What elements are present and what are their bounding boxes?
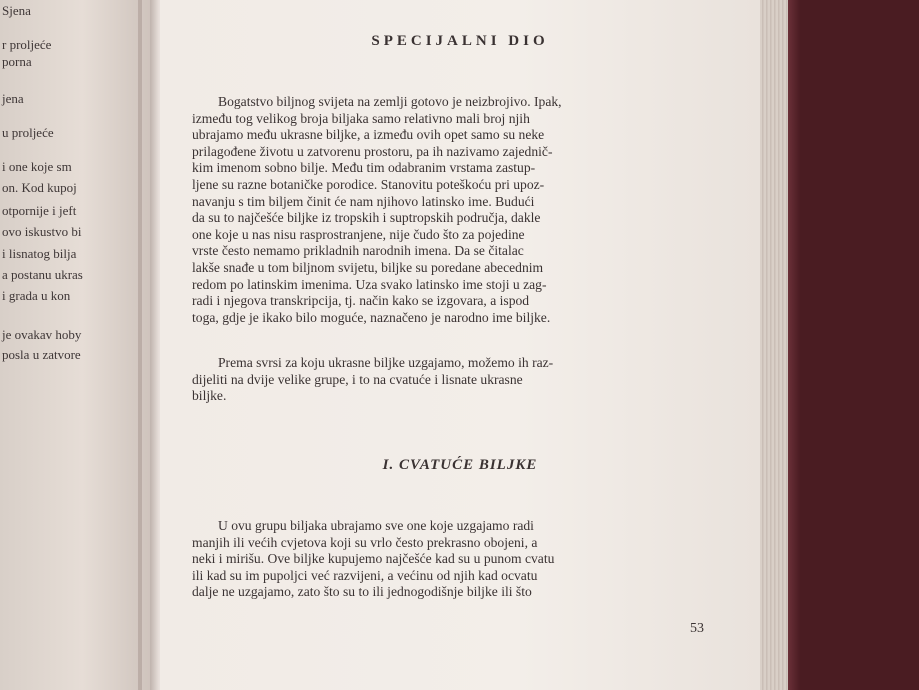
left-page bbox=[0, 0, 150, 690]
left-page-fragment: i lisnatog bilja bbox=[2, 246, 77, 261]
left-page-fragment: a postanu ukras bbox=[2, 267, 83, 282]
left-page-fragment: posla u zatvore bbox=[2, 347, 81, 362]
text-line: između tog velikog broja biljaka samo relativno mali broj njih bbox=[192, 110, 530, 126]
left-page-fragment: ovo iskustvo bi bbox=[2, 224, 82, 239]
chapter-subheading: I. CVATUĆE BILJKE bbox=[382, 457, 538, 473]
left-page-fragment: Sjena bbox=[2, 3, 31, 18]
left-page-fragment: r proljeće bbox=[2, 37, 52, 52]
text-line: ili kad su im pupoljci već razvijeni, a većinu od njih kad ocvatu bbox=[192, 567, 538, 583]
text-line: redom po latinskim imenima. Uza svako latinsko ime stoji u zag- bbox=[192, 276, 547, 292]
text-line: dalje ne uzgajamo, zato što su to ili jednogodišnje biljke ili što bbox=[192, 584, 532, 600]
text-line: vrste često nemamo prikladnih narodnih imena. Da se čitalac bbox=[192, 243, 524, 259]
left-page-fragment: on. Kod kupoj bbox=[2, 180, 77, 195]
text-line: toga, gdje je ikako bilo moguće, naznačeno je narodno ime biljke. bbox=[192, 309, 551, 325]
page-edges bbox=[760, 0, 788, 690]
text-line: U ovu grupu biljaka ubrajamo sve one koje uzgajamo radi bbox=[218, 518, 534, 533]
left-page-fragment: je ovakav hoby bbox=[2, 327, 82, 342]
text-line: biljke. bbox=[192, 388, 227, 404]
text-line: dijeliti na dvije velike grupe, i to na cvatuće i lisnate ukrasne bbox=[192, 371, 523, 387]
left-page-edge bbox=[138, 0, 142, 690]
left-page-fragment: jena bbox=[2, 91, 24, 106]
left-page-fragment: i grada u kon bbox=[2, 288, 71, 303]
text-line: da su to najčešće biljke iz tropskih i suptropskih područja, dakle bbox=[192, 210, 541, 226]
text-line: ubrajamo među ukrasne biljke, a između ovih opet samo su neke bbox=[192, 127, 545, 143]
text-line: lakše snađe u tom biljnom svijetu, biljke su poredane abecednim bbox=[192, 259, 544, 275]
text-line: ljene su razne botaničke porodice. Stanovitu poteškoću pri upoz- bbox=[192, 176, 545, 192]
left-page-fragment: porna bbox=[2, 54, 32, 69]
page-number: 53 bbox=[690, 621, 704, 636]
text-line: one koje u nas nisu rasprostranjene, nije čudo što za pojedine bbox=[192, 226, 525, 242]
text-line: radi i njegova transkripcija, tj. način kako se izgovara, a ispod bbox=[192, 293, 530, 309]
section-heading: SPECIJALNI DIO bbox=[371, 33, 549, 49]
text-line: kim imenom sobno bilje. Među tim odabranim vrstama zastup- bbox=[192, 160, 536, 176]
text-line: manjih ili većih cvjetova koji su vrlo često prekrasno obojeni, a bbox=[192, 534, 538, 550]
text-line: prilagođene životu u zatvorenu prostoru, pa ih nazivamo zajednič- bbox=[192, 143, 553, 159]
left-page-fragment: u proljeće bbox=[2, 125, 54, 140]
text-line: navanju s tim biljem činit će nam njihovo latinsko ime. Budući bbox=[192, 193, 535, 209]
right-page bbox=[160, 0, 760, 690]
left-page-fragment: i one koje sm bbox=[2, 159, 72, 174]
text-line: Bogatstvo biljnog svijeta na zemlji gotovo je neizbrojivo. Ipak, bbox=[218, 94, 562, 109]
text-line: neki i mirišu. Ove biljke kupujemo najčešće kad su u punom cvatu bbox=[192, 551, 555, 567]
text-line: Prema svrsi za koju ukrasne biljke uzgajamo, možemo ih raz- bbox=[218, 355, 554, 370]
intro-paragraph bbox=[192, 94, 712, 326]
book-cover bbox=[788, 0, 800, 690]
left-page-fragment: otpornije i jeft bbox=[2, 203, 77, 218]
flowering-plants-paragraph bbox=[192, 518, 712, 601]
groups-paragraph bbox=[192, 355, 712, 405]
